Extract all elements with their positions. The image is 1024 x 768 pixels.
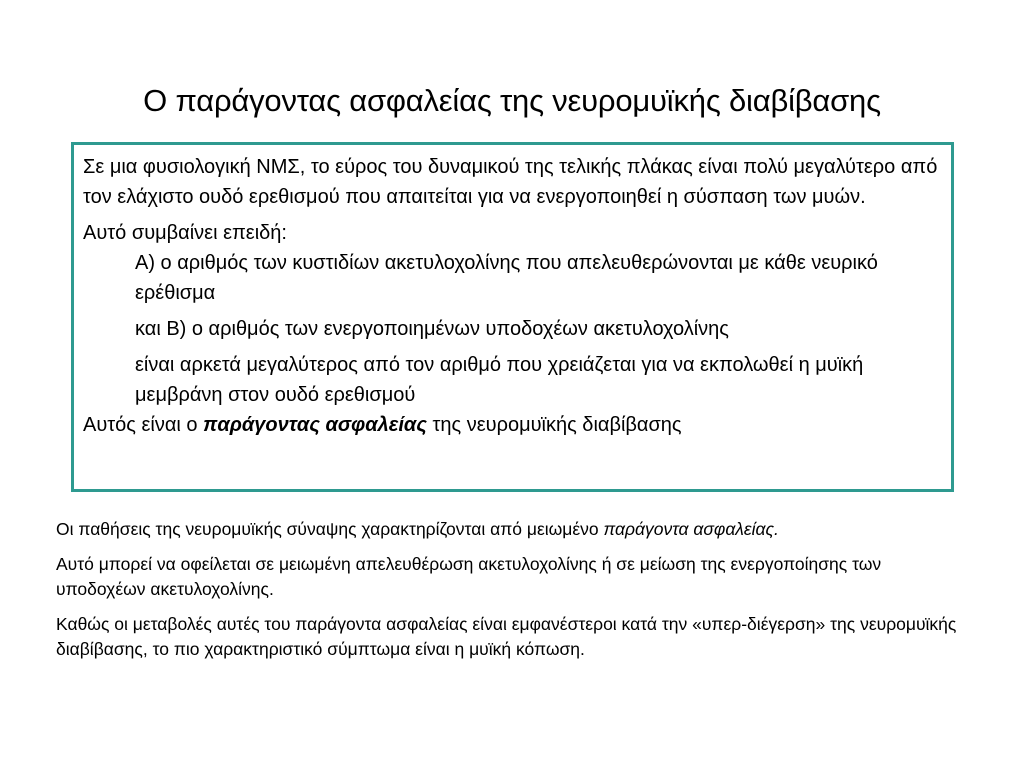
note-disorders [56,517,974,542]
notes-section [56,517,974,672]
conclusion-prefix: Αυτός είναι ο [83,414,204,436]
note-disorders-italic: παράγοντα ασφαλείας. [603,519,779,539]
box-paragraph-because: Αυτό συμβαίνει επειδή: [83,222,287,244]
note-disorders-text: Οι παθήσεις της νευρομυϊκής σύναψης χαρακτηρίζονται από μειωμένο [56,519,604,539]
box-conclusion [83,410,945,440]
note-causes: Αυτό μπορεί να οφείλεται σε μειωμένη απελευθέρωση ακετυλοχολίνης ή σε μείωση της ενεργοποίησης των υποδοχέων ακετυλοχολίνης. [56,554,882,599]
box-item-vesicles: Α) ο αριθμός των κυστιδίων ακετυλοχολίνης που απελευθερώνονται με κάθε νευρικό ερέθισμα [135,252,878,304]
box-paragraph-physiology: Σε μια φυσιολογική ΝΜΣ, το εύρος του δυναμικού της τελικής πλάκας είναι πολύ μεγαλύτερο από τον ελάχιστο ουδό ερεθισμού που απαιτείται για να ενεργοποιηθεί η σύσπαση των μυών. [83,156,938,208]
box-item-threshold: είναι αρκετά μεγαλύτερος από τον αριθμό που χρειάζεται για να εκπολωθεί η μυϊκή μεμβράνη στον ουδό ερεθισμού [135,354,864,406]
conclusion-emphasis: παράγοντας ασφαλείας [203,414,427,436]
box-item-receptors: και Β) ο αριθμός των ενεργοποιημένων υποδοχέων ακετυλοχολίνης [135,318,729,340]
conclusion-suffix: της νευρομυϊκής διαβίβασης [426,414,682,436]
box-content [83,152,945,440]
note-fatigue: Καθώς οι μεταβολές αυτές του παράγοντα ασφαλείας είναι εμφανέστεροι κατά την «υπερ-διέγερση» της νευρομυϊκής διαβίβασης, το πιο χαρακτηριστικό σύμπτωμα είναι η μυϊκή κόπωση. [56,614,957,659]
safety-factor-box [71,142,954,492]
slide-title: Ο παράγοντας ασφαλείας της νευρομυϊκής διαβίβασης [143,83,881,118]
